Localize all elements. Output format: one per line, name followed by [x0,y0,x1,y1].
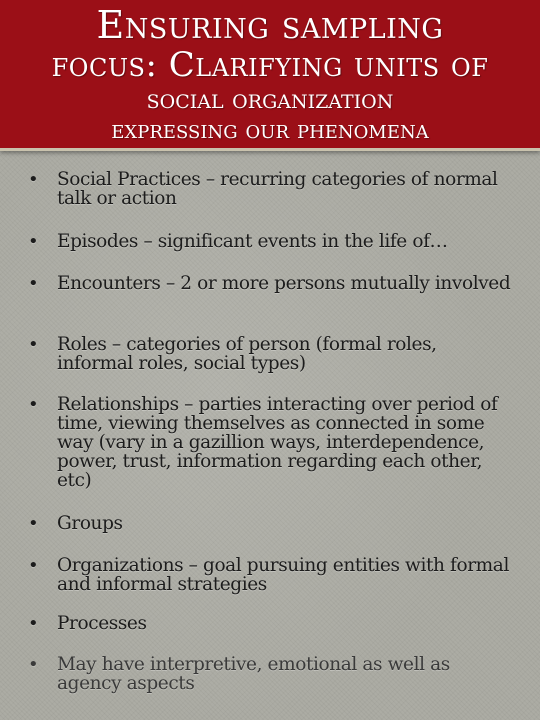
bullet-item-processes [28,614,518,633]
bullet-text: Processes [57,613,147,634]
bullet-marker: • [28,513,39,534]
bullet-text: Episodes – significant events in the life of… [57,231,448,252]
slide-title-line-4: expressing our phenomena [111,115,429,144]
bullet-marker: • [28,231,39,252]
bullet-marker: • [28,273,39,294]
bullet-text: Organizations – goal pursuing entities with formal and informal strategies [57,555,509,595]
bullet-marker: • [28,334,39,355]
bullet-text: Groups [57,513,123,534]
bullet-item-roles [28,335,518,373]
bullet-text: Social Practices – recurring categories of normal talk or action [57,169,498,209]
bullet-marker: • [28,169,39,190]
bullet-marker: • [28,654,39,675]
bullet-item-aspects [28,655,518,693]
bullet-marker: • [28,613,39,634]
slide-title-line-2: focus: Clarifying units of [51,45,489,85]
bullet-text: May have interpretive, emotional as well as agency aspects [57,654,450,694]
bullet-marker: • [28,394,39,415]
bullet-item-relationships [28,395,518,490]
bullet-item-encounters [28,274,518,293]
bullet-item-social-practices [28,170,518,208]
bullet-text: Encounters – 2 or more persons mutually involved [57,273,511,294]
bullet-text: Roles – categories of person (formal roles, informal roles, social types) [57,334,437,374]
bullet-item-groups [28,514,518,533]
bullet-text: Relationships – parties interacting over period of time, viewing themselves as connected in some way (vary in a gazillion ways, interdependence, power, trust, information regarding each other, etc) [57,394,498,491]
slide-title-line-1: Ensuring sampling [96,3,444,47]
bullet-item-episodes [28,232,518,251]
bullet-item-organizations [28,556,518,594]
bullet-marker: • [28,555,39,576]
slide-title-line-3: social organization [146,84,394,115]
